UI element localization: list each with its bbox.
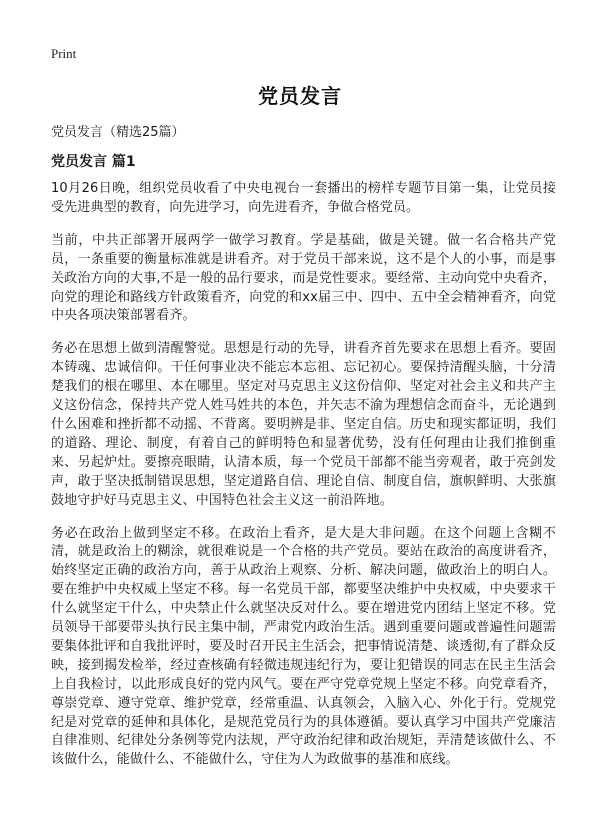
paragraph-2: 当前，中共正部署开展两学一做学习教育。学是基础，做是关键。做一名合格共产党员，一条重要的衡量标准就是讲看齐。对于党员干部来说，这不是个人的小事，而是事关政治方向的大事,不是一般的品行要求，而是党性要求。要经常、主动向党中央看齐，向党的理论和路线方针政策看齐，向党的和xx届三中、四中、五中全会精神看齐，向党中央各项决策部署看齐。 [51,232,556,324]
section-heading: 党员发言 篇1 [51,154,136,170]
paragraph-1: 10月26日晚，组织党员收看了中央电视台一套播出的榜样专题节目第一集，让党员接受先进典型的教育，向先进学习，向先进看齐，争做合格党员。 [51,181,556,215]
subtitle: 党员发言（精选25篇） [51,125,185,140]
paragraph-4: 务必在政治上做到坚定不移。在政治上看齐，是大是大非问题。在这个问题上含糊不清，就是政治上的糊涂，就很难说是一个合格的共产党员。要站在政治的高度讲看齐，始终坚定正确的政治方向，善于从政治上观察、分析、解决问题，做政治上的明白人。要在维护中央权威上坚定不移。每一名党员干部，都要坚决维护中央权威，中央要求干什么就坚定干什么，中央禁止什么就坚决反对什么。要在增进党内团结上坚定不移。党员领导干部要带头执行民主集中制，严肃党内政治生活。遇到重要问题或普遍性问题需要集体批评和自我批评时，要及时召开民主生活会，把事情说清楚、谈透彻,有了群众反映，接到揭发检举，经过查核确有轻微违规违纪行为，要让犯错误的同志在民主生活会上自我检讨，以此形成良好的党内风气。要在严守党章党规上坚定不移。向党章看齐，尊崇党章、遵守党章、维护党章，经常重温、认真领会，入脑入心、外化于行。党规党纪是对党章的延伸和具体化，是规范党员行为的具体遵循。要认真学习中国共产党廉洁自律准则、纪律处分条例等党内法规，严守政治纪律和政治规矩，弄清楚该做什么、不该做什么，能做什么、不能做什么，守住为人为政做事的基准和底线。 [51,525,556,768]
paragraph-3: 务必在思想上做到清醒警觉。思想是行动的先导，讲看齐首先要求在思想上看齐。要固本铸魂、忠诚信仰。干任何事业决不能忘本忘祖、忘记初心。要保持清醒头脑，十分清楚我们的根在哪里、本在哪里。坚定对马克思主义这份信仰、坚定对社会主义和共产主义这份信念，保持共产党人姓马姓共的本色，并矢志不渝为理想信念而奋斗，无论遇到什么困难和挫折都不动摇、不背离。要明辨是非、坚定自信。历史和现实都证明，我们的道路、理论、制度，有着自己的鲜明特色和显著优势，没有任何理由让我们推倒重来、另起炉灶。要擦亮眼睛，认清本质，每一个党员干部都不能当旁观者，敢于亮剑发声，敢于坚决抵制错误思想，坚定道路自信、理论自信、制度自信，旗帜鲜明、大张旗鼓地守护好马克思主义、中国特色社会主义这一前沿阵地。 [51,341,556,508]
page-title: 党员发言 [258,84,342,108]
body-text [51,180,556,784]
print-label: Print [51,46,77,61]
